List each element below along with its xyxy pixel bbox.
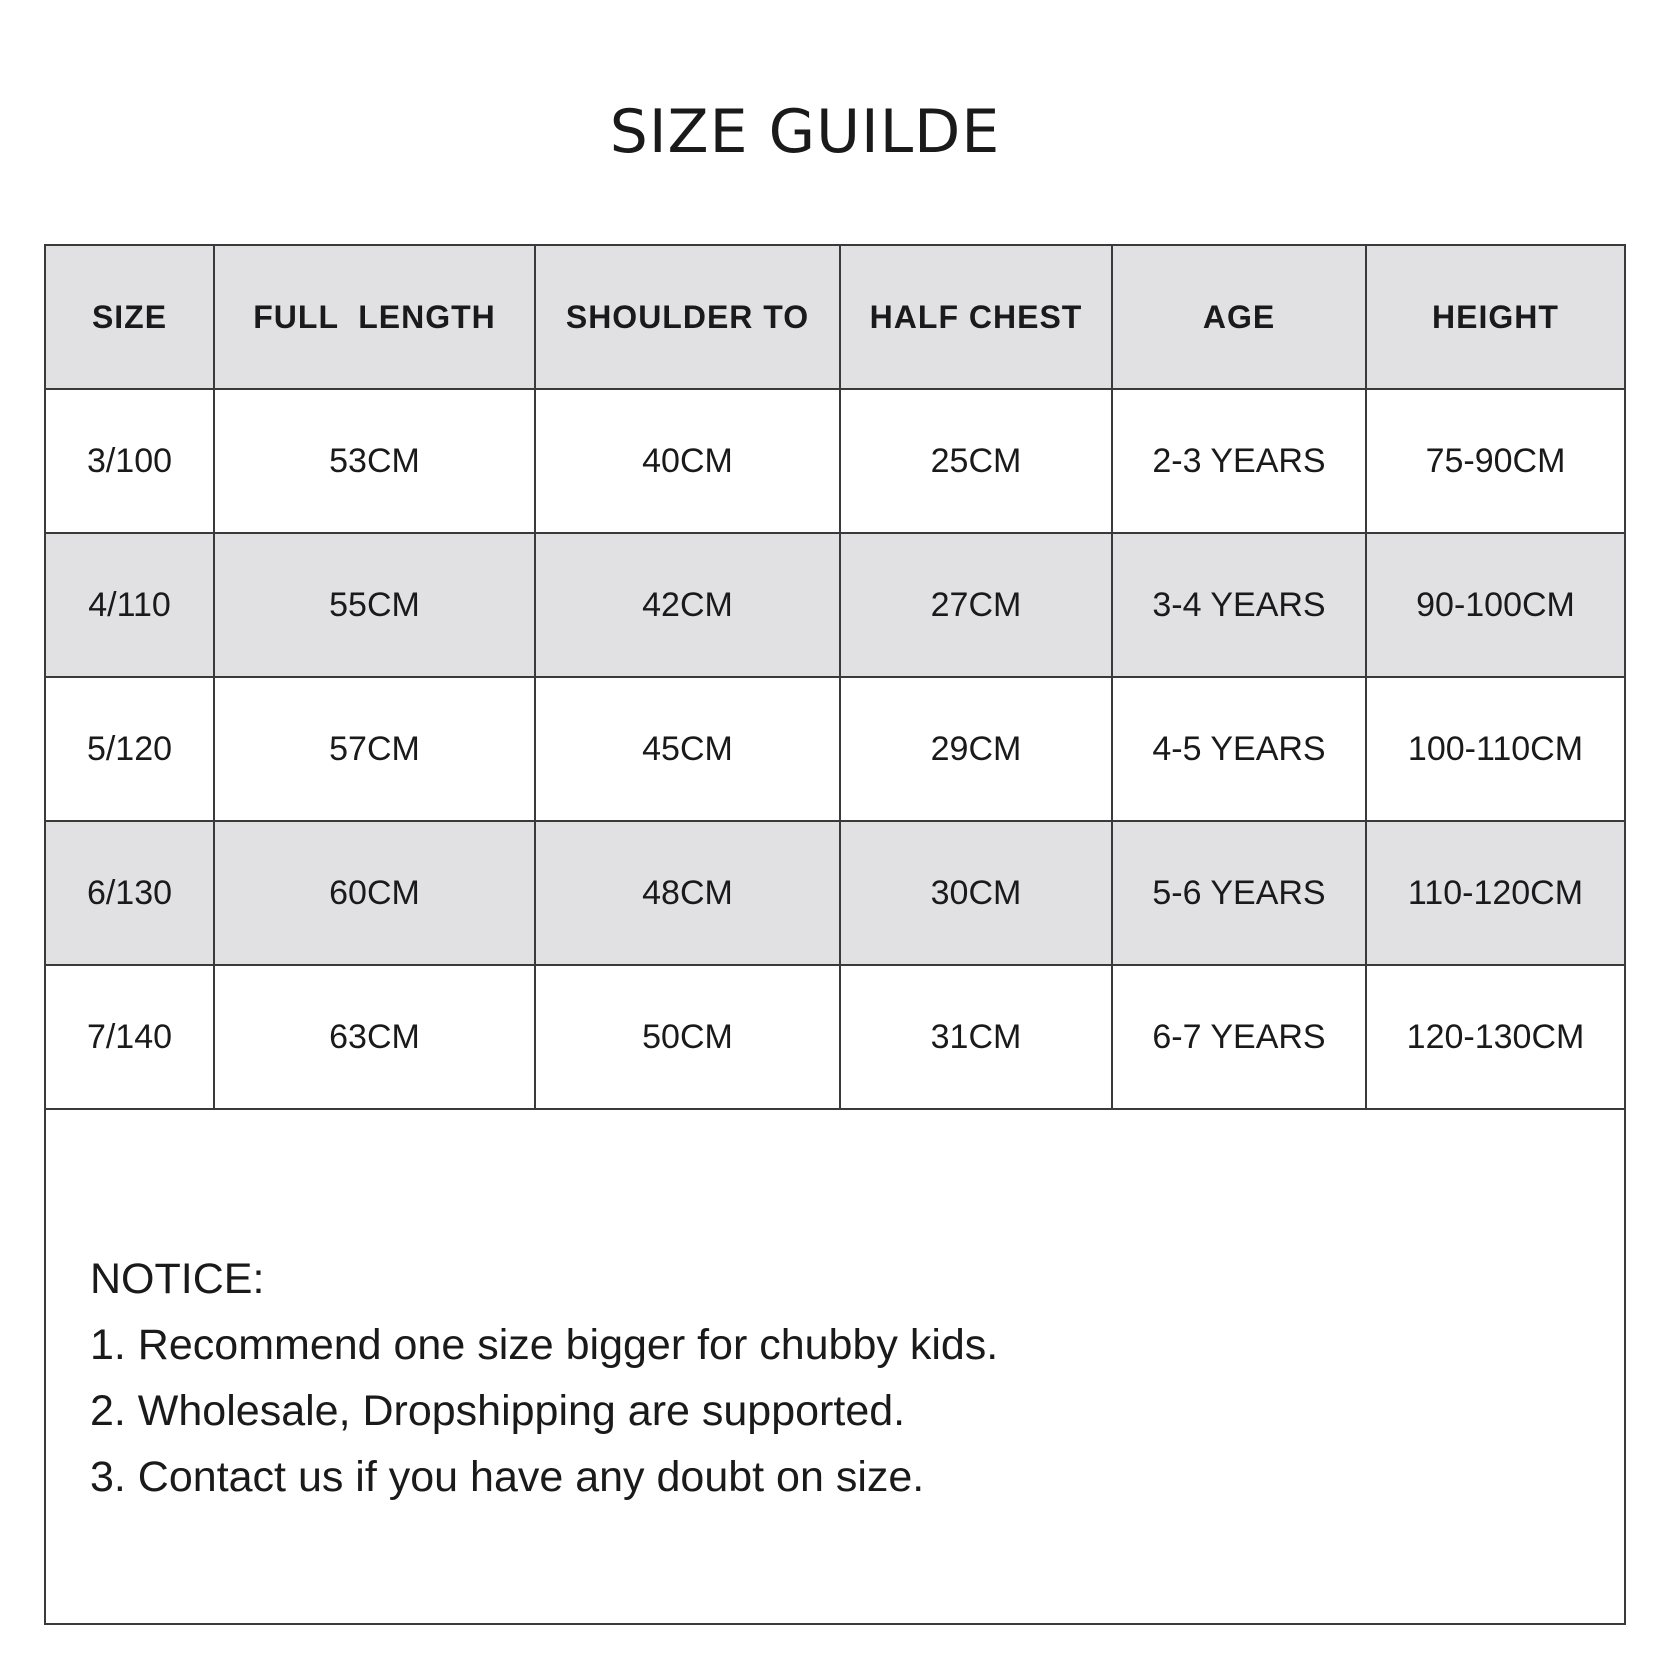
- table-row: [46, 677, 1624, 821]
- column-header-height: HEIGHT: [1366, 246, 1624, 389]
- cell-size: 3/100: [46, 389, 214, 533]
- notice-section: [90, 1246, 998, 1510]
- size-guide-frame: [44, 244, 1626, 1625]
- table-row: [46, 965, 1624, 1109]
- cell-shoulder-to: 50CM: [535, 965, 840, 1109]
- cell-full-length: 55CM: [214, 533, 535, 677]
- page-title: SIZE GUILDE: [609, 97, 1001, 167]
- cell-height: 90-100CM: [1366, 533, 1624, 677]
- cell-shoulder-to: 40CM: [535, 389, 840, 533]
- cell-half-chest: 29CM: [840, 677, 1112, 821]
- table-header-row: [46, 246, 1624, 389]
- notice-item: 3. Contact us if you have any doubt on size.: [90, 1453, 925, 1501]
- cell-age: 3-4 YEARS: [1112, 533, 1366, 677]
- column-header-shoulder-to: SHOULDER TO: [535, 246, 840, 389]
- cell-age: 5-6 YEARS: [1112, 821, 1366, 965]
- cell-height: 100-110CM: [1366, 677, 1624, 821]
- notice-heading: NOTICE:: [90, 1255, 265, 1303]
- cell-age: 6-7 YEARS: [1112, 965, 1366, 1109]
- cell-shoulder-to: 48CM: [535, 821, 840, 965]
- notice-item: 2. Wholesale, Dropshipping are supported.: [90, 1387, 906, 1435]
- table-row: [46, 821, 1624, 965]
- cell-half-chest: 30CM: [840, 821, 1112, 965]
- column-header-size: SIZE: [46, 246, 214, 389]
- cell-height: 120-130CM: [1366, 965, 1624, 1109]
- cell-shoulder-to: 42CM: [535, 533, 840, 677]
- table-row: [46, 533, 1624, 677]
- cell-height: 75-90CM: [1366, 389, 1624, 533]
- notice-item: 1. Recommend one size bigger for chubby kids.: [90, 1321, 999, 1369]
- cell-size: 7/140: [46, 965, 214, 1109]
- cell-full-length: 60CM: [214, 821, 535, 965]
- column-header-half-chest: HALF CHEST: [840, 246, 1112, 389]
- cell-size: 6/130: [46, 821, 214, 965]
- cell-half-chest: 27CM: [840, 533, 1112, 677]
- cell-half-chest: 25CM: [840, 389, 1112, 533]
- cell-age: 2-3 YEARS: [1112, 389, 1366, 533]
- cell-size: 5/120: [46, 677, 214, 821]
- cell-shoulder-to: 45CM: [535, 677, 840, 821]
- cell-size: 4/110: [46, 533, 214, 677]
- size-table: [46, 246, 1624, 1110]
- table-row: [46, 389, 1624, 533]
- cell-height: 110-120CM: [1366, 821, 1624, 965]
- cell-half-chest: 31CM: [840, 965, 1112, 1109]
- cell-full-length: 53CM: [214, 389, 535, 533]
- column-header-full-length: FULL LENGTH: [214, 246, 535, 389]
- cell-full-length: 57CM: [214, 677, 535, 821]
- cell-full-length: 63CM: [214, 965, 535, 1109]
- cell-age: 4-5 YEARS: [1112, 677, 1366, 821]
- column-header-age: AGE: [1112, 246, 1366, 389]
